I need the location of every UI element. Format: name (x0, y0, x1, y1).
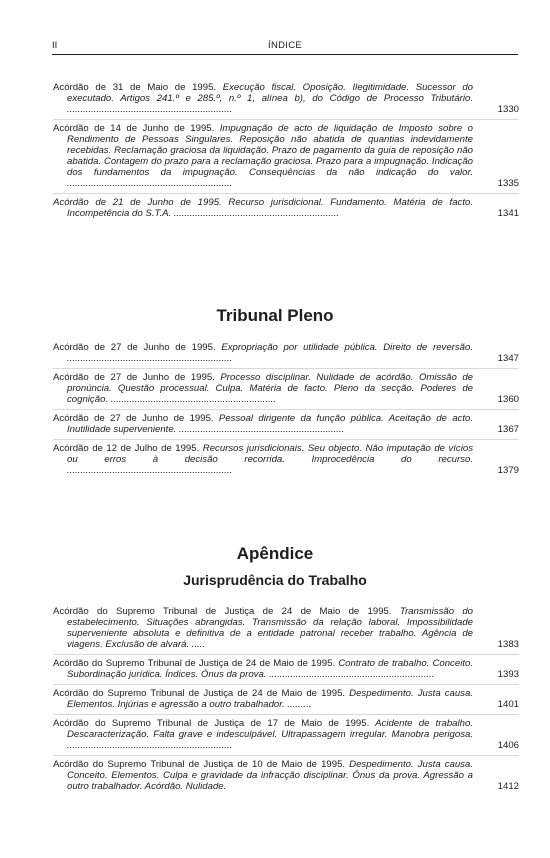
index-entry (53, 606, 519, 655)
entry-decision-date: Acórdão de 21 de Junho de 1995. (53, 197, 222, 208)
section-contencioso-tributario (53, 82, 519, 226)
entry-topics: Contrato de trabalho. Conceito. Subordinação jurídica. Índices. Ónus da prova. .............................................................. (67, 658, 473, 680)
index-entry (53, 413, 519, 440)
entry-text (53, 688, 473, 710)
index-entry (53, 123, 519, 194)
entry-page-number: 1383 (497, 639, 519, 650)
page-number: II (52, 40, 58, 51)
section-jurisprudencia-trabalho (53, 606, 519, 799)
entry-page-number: 1406 (497, 740, 519, 751)
entry-topics: Expropriação por utilidade pública. Direito de reversão. .............................................................. (67, 342, 473, 364)
section-tribunal-pleno (53, 342, 519, 483)
entry-text (53, 82, 473, 115)
entry-text (53, 413, 473, 435)
entry-decision-date: Acórdão de 27 de Junho de 1995. (53, 372, 215, 383)
entry-topics: Despedimento. Justa causa. Elementos. Injúrias e agressão a outro trabalhador. ......... (67, 688, 473, 710)
index-entry (53, 342, 519, 369)
entry-topics: Execução fiscal. Oposição. Ilegitimidade. Sucessor do executado. Artigos 241.º e 285.º, n.º 1, alínea b), do Código de Processo Tributário. .............................................................. (67, 82, 473, 115)
entry-decision-date: Acórdão do Supremo Tribunal de Justiça de 24 de Maio de 1995. (53, 658, 336, 669)
entry-page-number: 1341 (497, 208, 519, 219)
entry-text (53, 658, 473, 680)
heading-jurisprudencia-trabalho: Jurisprudência do Trabalho (183, 572, 367, 588)
entry-text (53, 372, 473, 405)
entry-decision-date: Acórdão de 27 de Junho de 1995. (53, 413, 214, 424)
index-title: ÍNDICE (268, 40, 302, 51)
entry-page-number: 1401 (497, 699, 519, 710)
index-entry (53, 759, 519, 796)
heading-tribunal-pleno: Tribunal Pleno (216, 306, 334, 325)
entry-topics: Impugnação de acto de liquidação de Imposto sobre o Rendimento de Pessoas Singulares. Reposição não abatida de quantias indevidamente recebidas. Reclamação graciosa da liquidação. Prazo de pagamento da guia de reposição não abatida. Contagem do prazo para a reclamação graciosa. Prazo para a impugnação. Indicação dos fundamentos da impugnação. Consequências da não indicação do valor. .............................................................. (67, 123, 473, 189)
entry-page-number: 1360 (497, 394, 519, 405)
index-entry (53, 688, 519, 715)
entry-topics: Acidente de trabalho. Descaracterização. Falta grave e indesculpável. Ultrapassagem irregular. Manobra perigosa. .............................................................. (67, 718, 473, 751)
entry-decision-date: Acórdão do Supremo Tribunal de Justiça de 24 de Maio de 1995. (53, 606, 392, 617)
entry-decision-date: Acórdão do Supremo Tribunal de Justiça de 17 de Maio de 1995. (53, 718, 370, 729)
index-entry (53, 443, 519, 480)
entry-decision-date: Acórdão de 27 de Junho de 1995. (53, 342, 216, 353)
entry-topics: Pessoal dirigente da função pública. Aceitação de acto. Inutilidade superveniente. .............................................................. (67, 413, 474, 435)
index-entry (53, 82, 519, 120)
entry-text (53, 718, 473, 751)
entry-decision-date: Acórdão de 31 de Maio de 1995. (53, 82, 217, 93)
entry-decision-date: Acórdão de 12 de Julho de 1995. (53, 443, 200, 454)
heading-apendice: Apêndice (236, 544, 314, 563)
entry-text (53, 342, 473, 364)
entry-page-number: 1330 (497, 104, 519, 115)
index-entry (53, 197, 519, 223)
entry-topics: Despedimento. Justa causa. Conceito. Elementos. Culpa e gravidade da infracção disciplinar. Ónus da prova. Agressão a outro trabalhador. Acórdão. Nulidade. (67, 759, 473, 792)
entry-decision-date: Acórdão do Supremo Tribunal de Justiça de 24 de Maio de 1995. (53, 688, 346, 699)
entry-page-number: 1335 (497, 178, 519, 189)
index-entry (53, 372, 519, 410)
entry-topics: Transmissão do estabelecimento. Situações abrangidas. Transmissão da relação laboral. Impossibilidade superveniente absoluta e definitiva de a entidade patronal receber trabalho. Agência de viagens. Exclusão de alvará. ..... (67, 606, 473, 650)
index-entry (53, 658, 519, 685)
index-entry (53, 718, 519, 756)
entry-text (53, 123, 473, 189)
entry-decision-date: Acórdão do Supremo Tribunal de Justiça de 10 de Maio de 1995. (53, 759, 346, 770)
entry-text (53, 197, 473, 219)
entry-page-number: 1347 (497, 353, 519, 364)
entry-page-number: 1379 (497, 465, 519, 476)
entry-topics: Processo disciplinar. Nulidade de acórdão. Omissão de pronúncia. Questão processual. Culpa. Matéria de facto. Pleno da secção. Poderes de cognição. .............................................................. (67, 372, 474, 405)
entry-text (53, 759, 473, 792)
entry-page-number: 1393 (497, 669, 519, 680)
entry-decision-date: Acórdão de 14 de Junho de 1995. (53, 123, 215, 134)
entry-text (53, 443, 473, 476)
entry-text (53, 606, 473, 650)
entry-topics: Recursos jurisdicionais. Seu objecto. Não imputação de vícios ou erros à decisão recorrida. Improcedência do recurso. .............................................................. (67, 443, 473, 476)
entry-page-number: 1367 (497, 424, 519, 435)
page-header (52, 38, 518, 55)
entry-topics: Recurso jurisdicional. Fundamento. Matéria de facto. Incompetência do S.T.A. .............................................................. (67, 197, 473, 219)
entry-page-number: 1412 (497, 781, 519, 792)
